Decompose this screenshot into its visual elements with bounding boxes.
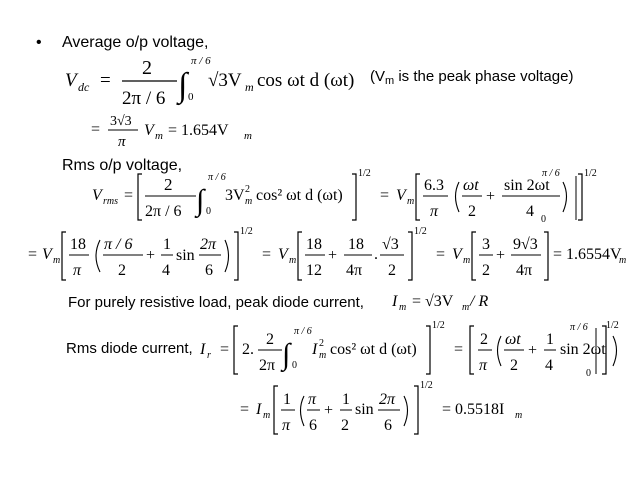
svg-text:=: =: [454, 341, 464, 358]
svg-text:m: m: [619, 255, 626, 266]
svg-text:3V: 3V: [225, 187, 245, 204]
svg-text:1/2: 1/2: [358, 168, 371, 179]
svg-text:2: 2: [341, 417, 349, 434]
svg-text:I: I: [392, 293, 398, 310]
vdc-result-equation: [86, 108, 286, 154]
svg-text:=: =: [124, 187, 134, 204]
svg-text:2: 2: [468, 203, 476, 220]
svg-text:+: +: [486, 188, 496, 205]
svg-text:r: r: [207, 350, 211, 361]
peak-diode-current-equation: [390, 286, 520, 316]
svg-text:/ R: / R: [470, 293, 489, 310]
svg-text:π: π: [430, 203, 439, 220]
svg-text:=: =: [28, 246, 38, 263]
svg-text:m: m: [399, 302, 407, 313]
svg-text:1/2: 1/2: [240, 226, 253, 237]
average-voltage-heading: Average o/p voltage,: [62, 34, 209, 51]
svg-text:V: V: [396, 187, 406, 204]
svg-text:1/2: 1/2: [606, 320, 619, 331]
svg-text:9√3: 9√3: [513, 236, 538, 253]
svg-text:2: 2: [510, 357, 518, 374]
vdc-result-num: 3√3: [110, 114, 132, 129]
svg-text:2π: 2π: [200, 236, 217, 253]
vdc-integrand: √3V: [208, 70, 242, 91]
svg-text:4π: 4π: [346, 262, 363, 279]
svg-text:I: I: [312, 341, 318, 358]
svg-text:m: m: [263, 410, 271, 421]
svg-text:1: 1: [546, 331, 554, 348]
svg-text:=: =: [100, 70, 111, 91]
svg-text:0: 0: [541, 214, 546, 225]
svg-text:6.3: 6.3: [424, 177, 444, 194]
svg-text:sin 2ωt: sin 2ωt: [504, 177, 550, 194]
svg-text:1/2: 1/2: [420, 380, 433, 391]
svg-text:1: 1: [283, 391, 291, 408]
irms-equation-line1: [198, 318, 628, 380]
svg-text:π: π: [282, 417, 291, 434]
svg-text:V: V: [42, 246, 52, 263]
vdc-frac-den: 2π / 6: [122, 88, 166, 109]
svg-text:2: 2: [482, 262, 490, 279]
svg-text:6: 6: [309, 417, 317, 434]
svg-text:6: 6: [205, 262, 213, 279]
svg-text:= 0.5518I: = 0.5518I: [442, 401, 505, 418]
svg-text:ωt: ωt: [505, 331, 521, 348]
vdc-frac-num: 2: [142, 57, 152, 79]
svg-text:m: m: [462, 302, 470, 313]
svg-text:m: m: [245, 196, 253, 207]
svg-text:m: m: [319, 350, 327, 361]
svg-text:2: 2: [245, 184, 250, 195]
vdc-lhs: V: [65, 70, 77, 91]
svg-text:π / 6: π / 6: [294, 326, 312, 337]
vdc-result-mid: V: [144, 122, 154, 139]
svg-text:I: I: [256, 401, 262, 418]
svg-text:3: 3: [482, 236, 490, 253]
svg-text:2: 2: [266, 331, 274, 348]
svg-text:V: V: [452, 246, 462, 263]
svg-text:0: 0: [206, 206, 211, 217]
svg-text:.: .: [374, 246, 378, 263]
svg-text:4: 4: [162, 262, 170, 279]
svg-text:V: V: [92, 187, 102, 204]
svg-text:π / 6: π / 6: [104, 236, 133, 253]
svg-text:m: m: [244, 130, 252, 142]
svg-text:sin: sin: [355, 401, 374, 418]
svg-text:2π: 2π: [379, 391, 396, 408]
vdc-tail: cos ωt d (ωt): [257, 70, 355, 91]
svg-text:1/2: 1/2: [414, 226, 427, 237]
svg-text:π / 6: π / 6: [208, 172, 226, 183]
svg-text:m: m: [155, 130, 163, 142]
svg-text:0: 0: [586, 368, 591, 379]
svg-text:m: m: [289, 255, 297, 266]
svg-text:6: 6: [384, 417, 392, 434]
svg-text:12: 12: [306, 262, 322, 279]
svg-text:∫: ∫: [196, 184, 205, 217]
svg-text:2π / 6: 2π / 6: [145, 203, 182, 220]
svg-text:ωt: ωt: [463, 177, 479, 194]
svg-text:+: +: [528, 342, 538, 359]
svg-text:+: +: [496, 247, 506, 264]
svg-text:rms: rms: [103, 196, 119, 207]
vdc-upper-limit: π / 6: [191, 55, 211, 67]
svg-text:I: I: [200, 341, 206, 358]
svg-text:4: 4: [526, 203, 534, 220]
svg-text:2: 2: [388, 262, 396, 279]
irms-equation-line2: [238, 378, 528, 440]
svg-text:=: =: [91, 121, 101, 138]
rms-voltage-heading: Rms o/p voltage,: [62, 157, 183, 174]
svg-text:sin: sin: [176, 247, 195, 264]
svg-text:=: =: [220, 341, 230, 358]
svg-text:2π: 2π: [259, 357, 276, 374]
svg-text:1: 1: [342, 391, 350, 408]
svg-text:18: 18: [306, 236, 322, 253]
svg-text:4: 4: [545, 357, 553, 374]
svg-text:+: +: [328, 247, 338, 264]
vdc-integrand-sub: m: [245, 80, 254, 94]
svg-text:cos² ωt d (ωt): cos² ωt d (ωt): [330, 341, 417, 358]
vdc-lower-limit: 0: [188, 91, 194, 103]
svg-text:π / 6: π / 6: [570, 322, 588, 333]
svg-text:cos² ωt d (ωt): cos² ωt d (ωt): [256, 187, 343, 204]
integral-sign: ∫: [178, 67, 188, 104]
svg-text:1: 1: [163, 236, 171, 253]
svg-text:=: =: [240, 401, 250, 418]
svg-text:1/2: 1/2: [584, 168, 597, 179]
vrms-equation-line2: [26, 224, 626, 286]
svg-text:∫: ∫: [282, 338, 291, 371]
peak-voltage-note: ($V_m$ is the peak phase voltage): [370, 68, 574, 87]
svg-text:π: π: [479, 357, 488, 374]
vrms-equation-line1: [90, 168, 610, 226]
svg-text:2.: 2.: [242, 341, 254, 358]
svg-text:m: m: [407, 196, 415, 207]
svg-text:1/2: 1/2: [432, 320, 445, 331]
svg-text:0: 0: [292, 360, 297, 371]
svg-text:π: π: [73, 262, 82, 279]
svg-text:=: =: [380, 187, 390, 204]
svg-text:= √3V: = √3V: [412, 293, 454, 310]
svg-text:= 1.6554V: = 1.6554V: [553, 246, 622, 263]
svg-text:m: m: [515, 410, 523, 421]
vdc-equation: [60, 50, 380, 112]
svg-text:2: 2: [164, 175, 173, 194]
svg-text:sin 2ωt: sin 2ωt: [560, 341, 606, 358]
svg-text:18: 18: [70, 236, 86, 253]
bullet: •: [36, 34, 42, 51]
peak-diode-current-text: For purely resistive load, peak diode current,: [68, 294, 364, 311]
svg-text:V: V: [278, 246, 288, 263]
vdc-lhs-sub: dc: [78, 80, 90, 94]
svg-text:+: +: [146, 247, 156, 264]
rms-diode-current-heading: Rms diode current,: [66, 340, 193, 357]
svg-text:π: π: [308, 391, 317, 408]
svg-text:4π: 4π: [516, 262, 533, 279]
svg-text:√3: √3: [382, 236, 399, 253]
svg-text:=: =: [436, 246, 446, 263]
svg-text:m: m: [53, 255, 61, 266]
svg-text:2: 2: [118, 262, 126, 279]
vdc-result-value: = 1.654V: [168, 122, 229, 139]
svg-text:m: m: [463, 255, 471, 266]
svg-text:18: 18: [348, 236, 364, 253]
vdc-result-den: π: [118, 134, 126, 150]
svg-text:π / 6: π / 6: [542, 168, 560, 179]
svg-text:2: 2: [319, 338, 324, 349]
svg-text:=: =: [262, 246, 272, 263]
svg-text:+: +: [324, 402, 334, 419]
svg-text:2: 2: [480, 331, 488, 348]
